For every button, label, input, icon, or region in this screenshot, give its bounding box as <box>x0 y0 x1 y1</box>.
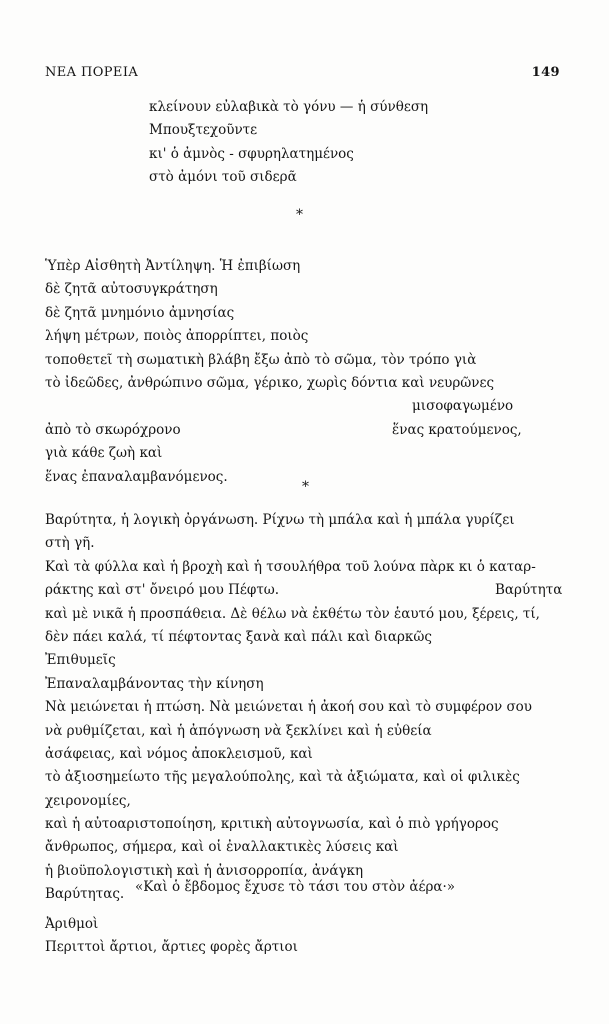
verse-line: Νὰ μειώνεται ἡ πτώση. Νὰ μειώνεται ἡ ἀκοή σου καὶ τὸ συμφέρον σου <box>45 699 532 716</box>
verse-line: Ἀριθμοὶ <box>45 916 99 932</box>
split-right: ἕνας κρατούμενος, <box>392 421 522 438</box>
stanza-3 <box>45 509 563 907</box>
verse-line: ἕνας ἐπαναλαμβανόμενος. <box>45 468 228 485</box>
verse-line: Μπουξτεχοῦντε <box>149 122 258 139</box>
verse-line: Βαρύτητας. <box>45 886 125 903</box>
verse-line: δὲ ζητᾶ αὐτοσυγκράτηση <box>45 281 218 298</box>
verse-line: Καὶ τὰ φύλλα καὶ ἡ βροχὴ καὶ ἡ τσουλήθρα τοῦ λούνα πὰρκ κι ὁ καταρ- <box>45 558 536 575</box>
verse-line: Ἐπιθυμεῖς <box>45 652 116 669</box>
verse-line: καὶ μὲ νικᾶ ἡ προσπάθεια. Δὲ θέλω νὰ ἐκθέτω τὸν ἑαυτό μου, ξέρεις, τί, <box>45 605 540 622</box>
verse-line: τοποθετεῖ τὴ σωματικὴ βλάβη ἔξω ἀπὸ τὸ σῶμα, τὸν τρόπο γιὰ <box>45 351 477 368</box>
verse-line: στὸ ἀμόνι τοῦ σιδερᾶ <box>149 169 297 186</box>
stanza-4 <box>45 913 298 960</box>
verse-line: Ἐπαναλαμβάνοντας τὴν κίνηση <box>45 675 264 692</box>
verse-line: δὲν πάει καλά, τί πέφτοντας ξανὰ καὶ πάλι καὶ διαρκῶς <box>45 628 432 645</box>
verse-line: τὸ ἰδεῶδες, ἀνθρώπινο σῶμα, γέρικο, χωρὶς δόντια καὶ νευρῶνες <box>45 374 495 391</box>
verse-line: γιὰ κάθε ζωὴ καὶ <box>45 445 163 462</box>
verse-line: Βαρύτητα, ἡ λογικὴ ὀργάνωση. Ρίχνω τὴ μπάλα καὶ ἡ μπάλα γυρίζει <box>45 512 515 528</box>
verse-line-right <box>45 395 514 418</box>
verse-line: ἡ βιοϋπολογιστικὴ καὶ ἡ ἀνισορροπία, ἀνάγκη <box>45 862 364 879</box>
running-title: ΝΕΑ ΠΟΡΕΙΑ <box>45 65 139 80</box>
verse-line-split <box>45 579 563 602</box>
stanza-1 <box>149 96 428 190</box>
verse-line: ἀσάφειας, καὶ νόμος ἀποκλεισμοῦ, καὶ <box>45 745 313 762</box>
right-aligned-word: μισοφαγωμένο <box>412 398 514 415</box>
quotation-line: «Καὶ ὁ ἔβδομος ἔχυσε τὸ τάσι του στὸν ἀέρα·» <box>135 879 456 895</box>
verse-line: κλείνουν εὐλαβικὰ τὸ γόνυ — ἡ σύνθεση <box>149 99 429 115</box>
verse-line: στὴ γῆ. <box>45 535 95 552</box>
verse-line: τὸ ἀξιοσημείωτο τῆς μεγαλούπολης, καὶ τὰ ἀξιώματα, καὶ οἱ φιλικὲς <box>45 769 520 786</box>
split-left: ράκτης καὶ στ' ὄνειρό μου Πέφτω. <box>45 582 280 599</box>
verse-line: λήψη μέτρων, ποιὸς ἀπορρίπτει, ποιὸς <box>45 328 309 345</box>
verse-line: καὶ ἡ αὐτοαριστοποίηση, κριτικὴ αὐτογνωσία, καὶ ὁ πιὸ γρήγορος <box>45 816 499 833</box>
running-header <box>45 61 560 81</box>
split-right: Βαρύτητα <box>495 582 563 599</box>
section-divider: * <box>302 479 309 495</box>
verse-line: δὲ ζητᾶ μνημόνιο ἀμνησίας <box>45 304 235 321</box>
verse-line: χειρονομίες, <box>45 792 131 809</box>
stanza-2 <box>45 255 522 489</box>
verse-line: Ὑπὲρ Αἰσθητὴ Ἀντίληψη. Ἡ ἐπιβίωση <box>45 258 301 274</box>
verse-line: νὰ ρυθμίζεται, καὶ ἡ ἀπόγνωση νὰ ξεκλίνει καὶ ἡ εὐθεία <box>45 722 432 739</box>
verse-line: Περιττοὶ ἄρτιοι, ἄρτιες φορὲς ἄρτιοι <box>45 939 298 956</box>
page-number: 149 <box>531 65 560 80</box>
verse-line-split <box>45 419 522 442</box>
verse-line: ἄνθρωπος, σήμερα, καὶ οἱ ἐναλλακτικὲς λύσεις καὶ <box>45 839 399 856</box>
verse-line: κι' ὁ ἀμνὸς - σφυρηλατημένος <box>149 145 354 162</box>
section-divider: * <box>296 207 303 223</box>
split-left: ἀπὸ τὸ σκωρόχρονο <box>45 421 181 438</box>
